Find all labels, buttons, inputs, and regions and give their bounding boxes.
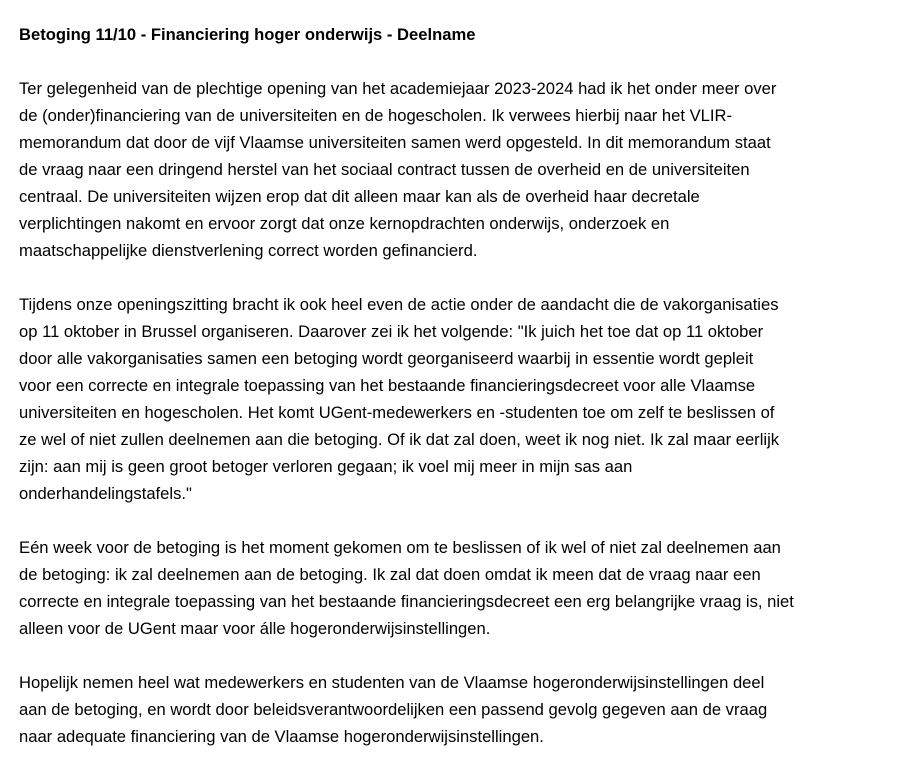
paragraph-2 [19, 291, 899, 507]
text-line: Tijdens onze openingszitting bracht ik ook heel even de actie onder de aandacht die de vakorganisaties [19, 295, 779, 314]
text-line: verplichtingen nakomt en ervoor zorgt dat onze kernopdrachten onderwijs, onderzoek en [19, 214, 670, 233]
paragraph-1 [19, 75, 899, 264]
text-line: onderhandelingstafels." [19, 484, 192, 503]
document [19, 21, 899, 750]
text-line: alleen voor de UGent maar voor álle hogeronderwijsinstellingen. [19, 619, 491, 638]
text-line: correcte en integrale toepassing van het bestaande financieringsdecreet een erg belangrijke vraag is, niet [19, 592, 794, 611]
document-body [19, 75, 899, 750]
text-line: ze wel of niet zullen deelnemen aan die betoging. Of ik dat zal doen, weet ik nog niet. Ik zal maar eerlijk [19, 430, 780, 449]
text-line: door alle vakorganisaties samen een betoging wordt georganiseerd waarbij in essentie wordt gepleit [19, 349, 754, 368]
text-line: de (onder)financiering van de universiteiten en de hogescholen. Ik verwees hierbij naar het VLIR- [19, 106, 733, 125]
text-line: Ter gelegenheid van de plechtige opening van het academiejaar 2023-2024 had ik het onder meer over [19, 79, 777, 98]
text-line: Eén week voor de betoging is het moment gekomen om te beslissen of ik wel of niet zal deelnemen aan [19, 538, 781, 557]
paragraph-3 [19, 534, 899, 642]
text-line: memorandum dat door de vijf Vlaamse universiteiten samen werd opgesteld. In dit memorandum staat [19, 133, 771, 152]
text-line: op 11 oktober in Brussel organiseren. Daarover zei ik het volgende: "Ik juich het toe dat op 11 oktober [19, 322, 764, 341]
document-title: Betoging 11/10 - Financiering hoger onderwijs - Deelname [19, 25, 476, 44]
text-line: aan de betoging, en wordt door beleidsverantwoordelijken een passend gevolg gegeven aan de vraag [19, 700, 768, 719]
text-line: voor een correcte en integrale toepassing van het bestaande financieringsdecreet voor alle Vlaamse [19, 376, 756, 395]
text-line: centraal. De universiteiten wijzen erop dat dit alleen maar kan als de overheid haar decretale [19, 187, 700, 206]
paragraph-4 [19, 669, 899, 750]
text-line: zijn: aan mij is geen groot betoger verloren gegaan; ik voel mij meer in mijn sas aan [19, 457, 633, 476]
text-line: Hopelijk nemen heel wat medewerkers en studenten van de Vlaamse hogeronderwijsinstellingen deel [19, 673, 765, 692]
text-line: naar adequate financiering van de Vlaamse hogeronderwijsinstellingen. [19, 727, 544, 746]
text-line: maatschappelijke dienstverlening correct worden gefinancierd. [19, 241, 478, 260]
text-line: de vraag naar een dringend herstel van het sociaal contract tussen de overheid en de universiteiten [19, 160, 750, 179]
text-line: universiteiten en hogescholen. Het komt UGent-medewerkers en -studenten toe om zelf te beslissen of [19, 403, 775, 422]
text-line: de betoging: ik zal deelnemen aan de betoging. Ik zal dat doen omdat ik meen dat de vraag naar een [19, 565, 761, 584]
